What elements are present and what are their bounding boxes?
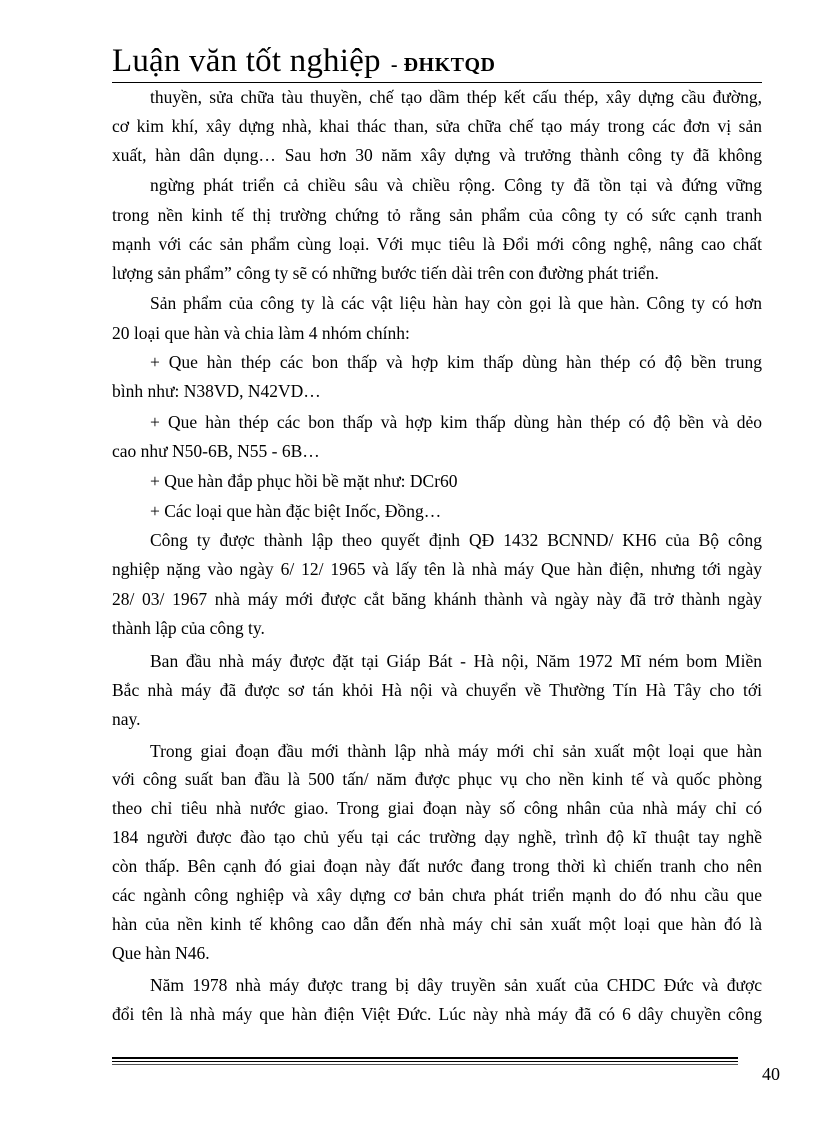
text-line: Ban đầu nhà máy được đặt tại Giáp Bát - Hà nội, Năm 1972 Mĩ ném bom Miền [150,651,762,671]
text-line: bình như: N38VD, N42VD… [112,381,321,401]
text-line: trong nền kinh tế thị trường chứng tỏ rằng sản phẩm của công ty có sức cạnh tranh [112,205,762,225]
header-title-text: Luận văn tốt nghiệp [112,43,381,79]
text-line: + Que hàn đắp phục hồi bề mặt như: DCr60 [150,471,458,491]
text-line: 28/ 03/ 1967 nhà máy mới được cắt băng khánh thành và ngày này đã trở thành ngày [112,589,762,609]
text-line: Sản phẩm của công ty là các vật liệu hàn hay còn gọi là que hàn. Công ty có hơn [150,293,762,313]
text-line: Bắc nhà máy đã được sơ tán khỏi Hà nội và chuyển về Thường Tín Hà Tây cho tới [112,680,762,700]
text-line: hàn của nền kinh tế không cao dẫn đến nhà máy chỉ sản xuất một loại que hàn đó là [112,914,762,934]
text-line: Công ty được thành lập theo quyết định QĐ 1432 BCNND/ KH6 của Bộ công [150,530,762,550]
text-line: mạnh với các sản phẩm cùng loại. Với mục tiêu là Đổi mới công nghệ, nâng cao chất [112,234,762,254]
text-line: Que hàn N46. [112,943,210,963]
text-line: thuyền, sửa chữa tàu thuyền, chế tạo dầm thép kết cấu thép, xây dựng cầu đường, [150,87,762,107]
header-subtitle: - ĐHKTQD [390,54,496,76]
text-line: nghiệp nặng vào ngày 6/ 12/ 1965 và lấy tên là nhà máy Que hàn điện, nhưng tới ngày [112,559,762,579]
text-line: các ngành công nghiệp và xây dựng cơ bản chưa phát triển mạnh do đó nhu cầu que [112,885,762,905]
text-line: Trong giai đoạn đầu mới thành lập nhà máy mới chỉ sản xuất một loại que hàn [150,741,762,761]
text-line: Năm 1978 nhà máy được trang bị dây truyền sản xuất của CHDC Đức và được [150,975,762,995]
text-line: + Que hàn thép các bon thấp và hợp kim thấp dùng hàn thép có độ bền và dẻo [150,412,762,432]
page-header [112,40,762,83]
page-number: 40 [762,1064,780,1084]
text-line: nay. [112,709,141,729]
header-title [112,40,495,86]
text-line: + Que hàn thép các bon thấp và hợp kim thấp dùng hàn thép có độ bền trung [150,352,762,372]
footer-rule-thick [112,1057,738,1059]
text-line: với công suất ban đầu là 500 tấn/ năm được phục vụ cho nền kinh tế và quốc phòng [112,769,762,789]
text-line: cơ kim khí, xây dựng nhà, khai thác than, sửa chữa chế tạo máy trong các đơn vị sản [112,116,762,136]
text-line: cao như N50-6B, N55 - 6B… [112,441,320,461]
text-line: 20 loại que hàn và chia làm 4 nhóm chính: [112,323,410,343]
text-line: + Các loại que hàn đặc biệt Inốc, Đồng… [150,501,442,521]
text-line: theo chỉ tiêu nhà nước giao. Trong giai đoạn này số công nhân của nhà máy chỉ có [112,798,762,818]
text-line: còn thấp. Bên cạnh đó giai đoạn này đất nước đang trong thời kì chiến tranh cho nên [112,856,762,876]
text-line: 184 người được đào tạo chủ yếu tại các trường dạy nghề, trình độ kĩ thuật tay nghề [112,827,762,847]
footer-rule-middle [112,1061,738,1062]
text-line: thành lập của công ty. [112,618,265,638]
text-line: xuất, hàn dân dụng… Sau hơn 30 năm xây dựng và trưởng thành công ty đã không [112,145,762,165]
text-line: đổi tên là nhà máy que hàn điện Việt Đức. Lúc này nhà máy đã có 6 dây chuyền công [112,1004,762,1024]
text-line: ngừng phát triển cả chiều sâu và chiều rộng. Công ty đã tồn tại và đứng vững [150,175,762,195]
text-line: lượng sản phẩm” công ty sẽ có những bước tiến dài trên con đường phát triển. [112,263,659,283]
footer-rule-thin [112,1064,738,1065]
